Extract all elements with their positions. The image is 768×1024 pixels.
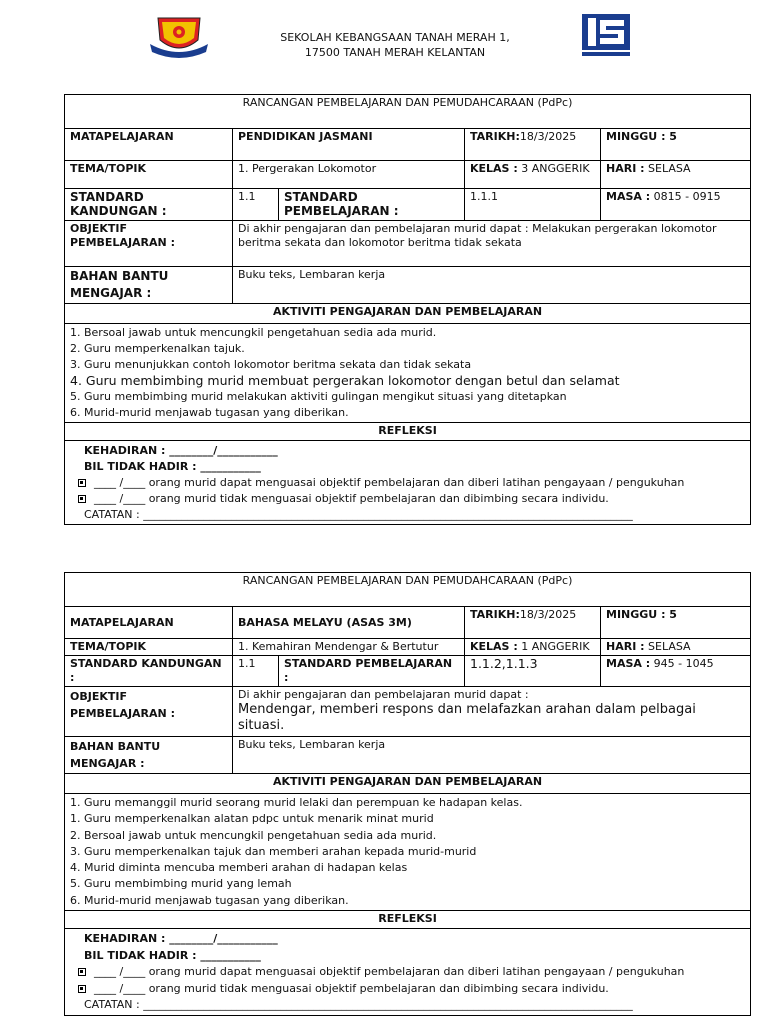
objective-cell — [233, 687, 751, 737]
activities-heading: AKTIVITI PENGAJARAN DAN PEMBELAJARAN — [65, 304, 751, 324]
school-line-2: 17500 TANAH MERAH KELANTAN — [304, 46, 486, 59]
day-value: SELASA — [648, 640, 691, 653]
not-mastered-line — [70, 491, 745, 507]
list-item: 2. Bersoal jawab untuk mencungkil pengetahuan sedia ada murid. — [70, 828, 437, 842]
notes-line: CATATAN : _________________________________________________________________________________________ — [84, 508, 633, 521]
theme-label: TEMA/TOPIK — [65, 639, 233, 656]
school-crest-logo — [148, 14, 210, 58]
checkbox-icon[interactable] — [78, 968, 86, 976]
absent-line: BIL TIDAK HADIR : ___________ — [84, 948, 261, 962]
checkbox-icon[interactable] — [78, 985, 86, 993]
list-item: 6. Murid-murid menjawab tugasan yang diberikan. — [70, 406, 349, 419]
school-name — [230, 30, 560, 60]
plan-title: RANCANGAN PEMBELAJARAN DAN PEMUDAHCARAAN (PdPc) — [65, 573, 751, 607]
subject-value: PENDIDIKAN JASMANI — [233, 129, 465, 161]
sp-label: STANDARD PEMBELAJARAN : — [279, 189, 465, 221]
sk-value: 1.1 — [233, 189, 279, 221]
list-item: 1. Guru memanggil murid seorang murid lelaki dan perempuan ke hadapan kelas. — [70, 796, 523, 809]
time-label: MASA : — [606, 657, 651, 670]
sk-label: STANDARD KANDUNGAN : — [65, 189, 233, 221]
materials-value: Buku teks, Lembaran kerja — [233, 267, 751, 304]
week-label: MINGGU : 5 — [601, 607, 751, 639]
mastered-text: ____ /____ orang murid dapat menguasai objektif pembelajaran dan diberi latihan pengayaan / pengukuhan — [94, 965, 685, 979]
checkbox-icon[interactable] — [78, 479, 86, 487]
class-label: KELAS : — [470, 640, 518, 653]
materials-label: BAHAN BANTU MENGAJAR : — [65, 737, 233, 774]
class-cell — [465, 161, 601, 189]
time-label: MASA : — [606, 190, 651, 203]
sk-value: 1.1 — [233, 656, 279, 687]
subject-label: MATAPELAJARAN — [65, 129, 233, 161]
date-value: 18/3/2025 — [519, 130, 577, 143]
list-item: 3. Guru memperkenalkan tajuk dan memberi arahan kepada murid-murid — [70, 844, 477, 858]
lesson-plan-1 — [64, 94, 751, 525]
week-label: MINGGU : 5 — [601, 129, 751, 161]
theme-value: 1. Pergerakan Lokomotor — [233, 161, 465, 189]
reflection-section — [65, 929, 751, 1016]
list-item: 3. Guru menunjukkan contoh lokomotor beritma sekata dan tidak sekata — [70, 358, 472, 371]
not-mastered-text: ____ /____ orang murid tidak menguasai objektif pembelajaran dan dibimbing secara individu. — [94, 981, 609, 995]
subject-label: MATAPELAJARAN — [65, 607, 233, 639]
list-item: 4. Murid diminta mencuba memberi arahan di hadapan kelas — [70, 861, 408, 875]
mastered-line — [70, 964, 745, 981]
objective-label: OBJEKTIF PEMBELAJARAN : — [65, 221, 233, 267]
ministry-logo — [580, 10, 632, 58]
reflection-heading: REFLEKSI — [65, 911, 751, 929]
time-value: 0815 - 0915 — [653, 190, 721, 203]
not-mastered-text: ____ /____ orang murid tidak menguasai objektif pembelajaran dan dibimbing secara individu. — [94, 492, 609, 505]
activities-list — [65, 794, 751, 911]
not-mastered-line — [70, 981, 745, 998]
time-cell — [601, 656, 751, 687]
school-line-1: SEKOLAH KEBANGSAAN TANAH MERAH 1, — [280, 31, 510, 44]
day-label: HARI : — [606, 162, 645, 175]
list-item: 5. Guru membimbing murid yang lemah — [70, 877, 292, 891]
list-item: 5. Guru membimbing murid melakukan aktiviti gulingan mengikut situasi yang ditetapkan — [70, 390, 567, 403]
theme-value: 1. Kemahiran Mendengar & Bertutur — [233, 639, 465, 656]
activities-heading: AKTIVITI PENGAJARAN DAN PEMBELAJARAN — [65, 774, 751, 794]
date-value: 18/3/2025 — [519, 608, 577, 621]
day-cell — [601, 639, 751, 656]
sp-value: 1.1.2,1.1.3 — [465, 656, 601, 687]
mastered-text: ____ /____ orang murid dapat menguasai objektif pembelajaran dan diberi latihan pengayaan / pengukuhan — [94, 476, 685, 489]
list-item: 2. Guru memperkenalkan tajuk. — [70, 342, 245, 355]
reflection-heading: REFLEKSI — [65, 423, 751, 441]
lesson-plan-2 — [64, 572, 751, 1016]
list-item: 1. Bersoal jawab untuk mencungkil pengetahuan sedia ada murid. — [70, 326, 437, 339]
objective-value: Di akhir pengajaran dan pembelajaran murid dapat : Melakukan pergerakan lokomotor beritma sekata dan lokomotor beritma tidak sekata — [233, 221, 751, 267]
attendance-line: KEHADIRAN : ________/___________ — [84, 444, 278, 457]
class-value: 3 ANGGERIK — [521, 162, 590, 175]
day-cell — [601, 161, 751, 189]
reflection-section — [65, 441, 751, 525]
mastered-line — [70, 475, 745, 491]
subject-value: BAHASA MELAYU (ASAS 3M) — [233, 607, 465, 639]
notes-line: CATATAN : _________________________________________________________________________________________ — [84, 998, 633, 1012]
objective-label: OBJEKTIF PEMBELAJARAN : — [65, 687, 233, 737]
materials-value: Buku teks, Lembaran kerja — [233, 737, 751, 774]
class-cell — [465, 639, 601, 656]
class-value: 1 ANGGERIK — [521, 640, 590, 653]
absent-line: BIL TIDAK HADIR : ___________ — [84, 460, 261, 473]
sk-label: STANDARD KANDUNGAN : — [65, 656, 233, 687]
date-cell — [465, 607, 601, 639]
objective-intro: Di akhir pengajaran dan pembelajaran murid dapat : — [238, 688, 529, 701]
time-value: 945 - 1045 — [653, 657, 714, 670]
day-value: SELASA — [648, 162, 691, 175]
day-label: HARI : — [606, 640, 645, 653]
materials-label: BAHAN BANTU MENGAJAR : — [65, 267, 233, 304]
date-label: TARIKH: — [470, 130, 520, 143]
time-cell — [601, 189, 751, 221]
attendance-line: KEHADIRAN : ________/___________ — [84, 932, 278, 946]
theme-label: TEMA/TOPIK — [65, 161, 233, 189]
sp-label: STANDARD PEMBELAJARAN : — [279, 656, 465, 687]
date-cell — [465, 129, 601, 161]
activities-list — [65, 324, 751, 423]
list-item: 1. Guru memperkenalkan alatan pdpc untuk menarik minat murid — [70, 812, 434, 826]
page-header — [0, 0, 768, 80]
class-label: KELAS : — [470, 162, 518, 175]
sp-value: 1.1.1 — [465, 189, 601, 221]
plan-title: RANCANGAN PEMBELAJARAN DAN PEMUDAHCARAAN (PdPc) — [65, 95, 751, 129]
list-item: 4. Guru membimbing murid membuat pergerakan lokomotor dengan betul dan selamat — [70, 373, 620, 388]
date-label: TARIKH: — [470, 608, 520, 621]
objective-value: Mendengar, memberi respons dan melafazkan arahan dalam pelbagai situasi. — [238, 702, 696, 733]
checkbox-icon[interactable] — [78, 495, 86, 503]
list-item: 6. Murid-murid menjawab tugasan yang diberikan. — [70, 893, 349, 907]
